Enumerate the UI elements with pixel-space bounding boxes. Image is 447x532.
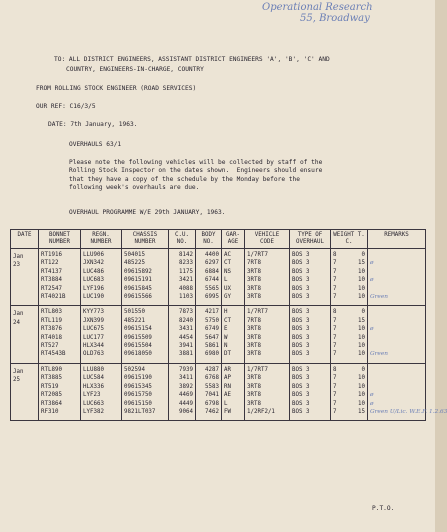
overhaul-type-value: BOS 3 [292,252,310,258]
garage-cell [222,249,245,306]
remarks-value: Green [370,351,388,358]
garage-value: DT [224,351,231,358]
cu-number-value: 3881 [179,351,193,358]
body-number-value: 6980 [205,351,219,358]
overhaul-type-value: BOS 3 [292,260,310,267]
chassis-number-value: 09615345 [124,383,152,390]
overhaul-type-value: BOS 3 [292,277,310,284]
remarks-value [370,285,423,293]
cu-number-cell [169,306,196,363]
weight-cwt: 10 [358,294,365,301]
date-value: 23 [13,262,20,269]
weight-cwt: 10 [358,268,365,275]
memo-body-line: following week's overhauls are due. [69,184,200,192]
table-row [11,249,426,306]
chassis-number-value: 09615150 [124,400,152,407]
overhaul-type-value: BOS 3 [292,343,310,350]
table-row [11,306,426,363]
weight-cell [331,363,368,420]
handwritten-line-2: 55, Broadway [300,13,370,24]
regn-number-value: LUC683 [83,277,104,284]
remarks-value: ø [370,277,374,284]
remarks-value [370,268,423,276]
vehicle-code-cell [245,306,290,363]
cu-number-value: 9064 [179,408,193,415]
header-body-no: BODY NO. [196,230,222,249]
vehicle-code-value: 3RT8 [247,294,261,301]
memo-to-continued: COUNTRY, ENGINEERS-IN-CHARGE, COUNTRY [66,66,204,73]
garage-cell [222,363,245,420]
chassis-number-value: 9821LT037 [124,408,156,415]
cu-number-value: 3941 [179,343,193,350]
body-number-cell [196,306,222,363]
chassis-number-value: 09618050 [124,351,152,358]
handwritten-note [262,2,373,24]
overhaul-type-value: BOS 3 [292,383,310,390]
weight-tons: 7 [333,351,337,358]
overhaul-type-cell [290,249,331,306]
regn-number-value: LLU906 [83,252,104,258]
regn-number-value: KYY773 [83,309,104,316]
weight-tons: 7 [333,268,337,275]
regn-number-value: LLU880 [83,366,104,373]
handwritten-line-1: Operational Research [262,2,373,13]
date-cell [11,249,39,306]
body-number-value: 5861 [205,343,219,350]
remarks-value: Green U/Lic. W.E.F. 1.2.63 [370,408,447,415]
bonnet-number-value: RT4137 [41,268,62,275]
remarks-value [370,342,423,350]
memo-to: TO: ALL DISTRICT ENGINEERS, ASSISTANT DISTRICT ENGINEERS 'A', 'B', 'C' AND [54,56,330,63]
vehicle-code-value: 3RT8 [247,326,261,333]
garage-value: NS [224,268,231,275]
table-row [11,363,426,420]
cu-number-value: 8142 [179,252,193,258]
memo-body-line: that they have a copy of the schedule by the Monday before the [69,175,300,183]
vehicle-code-value: 3RT8 [247,383,261,390]
regn-number-value: HLX344 [83,343,104,350]
header-cu-no: C.U. NO. [169,230,196,249]
memo-subject: OVERHAULS 63/1 [69,141,122,148]
chassis-number-value: 485221 [124,317,145,324]
body-number-value: 4400 [205,252,219,258]
weight-tons: 7 [333,383,337,390]
header-date: DATE [11,230,39,249]
remarks-value: ø [370,326,374,333]
cu-number-value: 8240 [179,317,193,324]
chassis-number-value: 09615154 [124,326,152,333]
garage-value: H [224,309,228,316]
regn-number-value: LYF196 [83,285,104,292]
garage-value: AE [224,392,231,399]
overhaul-type-value: BOS 3 [292,317,310,324]
date-value: 25 [13,377,20,384]
body-number-value: 6744 [205,277,219,284]
bonnet-number-value: RT519 [41,383,59,390]
regn-number-value: HLX336 [83,383,104,390]
weight-cwt: 10 [358,392,365,399]
weight-tons: 7 [333,285,337,292]
body-number-value: 6749 [205,326,219,333]
overhaul-type-value: BOS 3 [292,334,310,341]
bonnet-number-value: RT122 [41,260,59,267]
weight-cwt: 15 [358,408,365,415]
body-number-value: 6768 [205,375,219,382]
overhaul-programme-title: OVERHAUL PROGRAMME W/E 29th JANUARY, 1963. [69,209,226,216]
regn-number-value: OLD763 [83,351,104,358]
vehicle-code-cell [245,363,290,420]
chassis-number-value: 502594 [124,366,145,373]
weight-tons: 7 [333,294,337,301]
weight-cwt: 15 [358,317,365,324]
cu-number-value: 3411 [179,375,193,382]
garage-value: N [224,343,228,350]
weight-tons: 7 [333,343,337,350]
weight-tons: 7 [333,408,337,415]
cu-number-cell [169,363,196,420]
vehicle-code-value: 3RT8 [247,351,261,358]
remarks-value [370,383,423,391]
chassis-number-value: 09615892 [124,268,152,275]
weight-cwt: 10 [358,375,365,382]
header-chassis-number: CHASSIS NUMBER [122,230,169,249]
body-number-value: 7041 [205,392,219,399]
cu-number-value: 1175 [179,268,193,275]
body-number-value: 5583 [205,383,219,390]
vehicle-code-value: 1/2RF2/1 [247,408,275,415]
date-cell [11,306,39,363]
regn-number-value: LUC675 [83,326,104,333]
chassis-number-value: 09615845 [124,285,152,292]
date-value: 24 [13,319,20,326]
header-type-of-overhaul: TYPE OF OVERHAUL [290,230,331,249]
bonnet-number-cell [39,306,81,363]
weight-tons: 8 [333,252,337,258]
garage-value: E [224,326,228,333]
overhaul-type-value: BOS 3 [292,285,310,292]
cu-number-value: 3892 [179,383,193,390]
bonnet-number-cell [39,249,81,306]
memo-body-line: Rolling Stock Inspector on the dates shown. Engineers should ensure [69,167,323,175]
remarks-value: Green [370,294,388,301]
garage-value: FW [224,408,231,415]
remarks-value [370,366,423,374]
overhaul-type-value: BOS 3 [292,400,310,407]
remarks-value [370,317,423,325]
regn-number-value: JXN399 [83,317,104,324]
weight-tons: 7 [333,400,337,407]
bonnet-number-value: RT3884 [41,277,62,284]
remarks-value: ø [370,400,374,407]
weight-tons: 8 [333,366,337,373]
weight-tons: 7 [333,260,337,267]
weight-tons: 7 [333,317,337,324]
memo-reference: OUR REF: C16/3/5 [36,103,96,110]
body-number-cell [196,249,222,306]
body-number-value: 5647 [205,334,219,341]
remarks-value [370,251,423,259]
overhaul-schedule-table [10,229,447,421]
header-garage: GAR-AGE [222,230,245,249]
bonnet-number-value: RF310 [41,408,59,415]
chassis-number-value: 501550 [124,309,145,316]
body-number-value: 6995 [205,294,219,301]
bonnet-number-value: RT4543B [41,351,66,358]
cu-number-value: 4088 [179,285,193,292]
chassis-number-cell [122,363,169,420]
vehicle-code-value: 3RT8 [247,285,261,292]
regn-number-value: LUC663 [83,400,104,407]
cu-number-value: 1103 [179,294,193,301]
chassis-number-cell [122,249,169,306]
body-number-value: 7462 [205,408,219,415]
bonnet-number-value: RT2547 [41,285,62,292]
chassis-number-value: 09615750 [124,392,152,399]
bonnet-number-value: RT4018 [41,334,62,341]
weight-tons: 7 [333,277,337,284]
garage-value: W [224,334,228,341]
regn-number-cell [81,363,122,420]
overhaul-type-value: BOS 3 [292,294,310,301]
cu-number-value: 7873 [179,309,193,316]
weight-cell [331,306,368,363]
bonnet-number-value: RT4021B [41,294,66,301]
body-number-value: 4287 [205,366,219,373]
garage-value: AP [224,375,231,382]
weight-cwt: 0 [361,309,365,316]
cu-number-value: 4454 [179,334,193,341]
remarks-cell [368,249,426,306]
vehicle-code-value: 3RT8 [247,375,261,382]
footer-pto: P.T.O. [372,505,395,512]
weight-tons: 7 [333,375,337,382]
bonnet-number-value: RT3885 [41,375,62,382]
date-value: Jan [13,368,24,375]
chassis-number-value: 504015 [124,252,145,258]
bonnet-number-value: RT3876 [41,326,62,333]
vehicle-code-value: 3RT8 [247,277,261,284]
regn-number-value: LUC486 [83,268,104,275]
weight-tons: 8 [333,309,337,316]
garage-value: L [224,400,228,407]
weight-cwt: 10 [358,334,365,341]
vehicle-code-value: 3RT8 [247,268,261,275]
table-header-row [11,230,426,249]
vehicle-code-value: 3RT8 [247,334,261,341]
body-number-cell [196,363,222,420]
vehicle-code-value: 7RT8 [247,260,261,267]
body-number-value: 6798 [205,400,219,407]
garage-value: CT [224,260,231,267]
date-value: Jan [13,254,24,260]
cu-number-value: 7939 [179,366,193,373]
weight-cwt: 15 [358,260,365,267]
overhaul-type-value: BOS 3 [292,375,310,382]
weight-cwt: 10 [358,285,365,292]
regn-number-value: JXN342 [83,260,104,267]
weight-cwt: 10 [358,400,365,407]
remarks-cell [368,363,447,420]
weight-cwt: 0 [361,252,365,258]
remarks-value: ø [370,260,374,267]
memo-from: FROM ROLLING STOCK ENGINEER (ROAD SERVICES) [36,85,197,92]
bonnet-number-value: RTL890 [41,366,62,373]
weight-cwt: 0 [361,366,365,373]
regn-number-value: LYF382 [83,408,104,415]
weight-cwt: 10 [358,326,365,333]
overhaul-type-value: BOS 3 [292,408,310,415]
cu-number-value: 3431 [179,326,193,333]
regn-number-cell [81,249,122,306]
bonnet-number-cell [39,363,81,420]
cu-number-value: 8233 [179,260,193,267]
overhaul-type-value: BOS 3 [292,268,310,275]
header-regn-number: REGN. NUMBER [81,230,122,249]
remarks-value [370,334,423,342]
weight-cwt: 10 [358,351,365,358]
weight-tons: 7 [333,392,337,399]
body-number-value: 4217 [205,309,219,316]
garage-cell [222,306,245,363]
overhaul-type-value: BOS 3 [292,366,310,373]
vehicle-code-value: 3RT8 [247,392,261,399]
date-cell [11,363,39,420]
garage-value: L [224,277,228,284]
chassis-number-value: 09615190 [124,375,152,382]
garage-value: AC [224,252,231,258]
weight-tons: 7 [333,334,337,341]
chassis-number-value: 485225 [124,260,145,267]
bonnet-number-value: RT2085 [41,392,62,399]
garage-value: AR [224,366,231,373]
vehicle-code-value: 3RT8 [247,400,261,407]
date-value: Jan [13,311,24,318]
weight-cell [331,249,368,306]
cu-number-cell [169,249,196,306]
regn-number-cell [81,306,122,363]
header-vehicle-code: VEHICLE CODE [245,230,290,249]
overhaul-type-value: BOS 3 [292,392,310,399]
remarks-cell [368,306,426,363]
overhaul-type-value: BOS 3 [292,326,310,333]
vehicle-code-value: 1/7RT7 [247,309,268,316]
cu-number-value: 4449 [179,400,193,407]
body-number-value: 6297 [205,260,219,267]
remarks-value: ø [370,392,374,399]
garage-value: CT [224,317,231,324]
garage-value: UX [224,285,231,292]
vehicle-code-value: 1/7RT7 [247,366,268,373]
bonnet-number-value: RT3864 [41,400,62,407]
body-number-value: 5565 [205,285,219,292]
weight-cwt: 10 [358,383,365,390]
remarks-value [370,308,423,316]
regn-number-value: LUC190 [83,294,104,301]
header-remarks: REMARKS [368,230,426,249]
header-weight: WEIGHT T. C. [331,230,368,249]
header-bonnet-number: BONNET NUMBER [39,230,81,249]
remarks-value [370,374,423,382]
memo-body-line: Please note the following vehicles will be collected by staff of the [69,159,323,166]
weight-cwt: 10 [358,343,365,350]
regn-number-value: LUC584 [83,375,104,382]
body-number-value: 6884 [205,268,219,275]
overhaul-type-cell [290,363,331,420]
bonnet-number-value: RT1916 [41,252,62,258]
vehicle-code-cell [245,249,290,306]
chassis-number-cell [122,306,169,363]
weight-tons: 7 [333,326,337,333]
regn-number-value: LYF23 [83,392,101,399]
vehicle-code-value: 3RT8 [247,343,261,350]
chassis-number-value: 09615191 [124,277,152,284]
cu-number-value: 4469 [179,392,193,399]
chassis-number-value: 09615509 [124,334,152,341]
chassis-number-value: 09615566 [124,294,152,301]
chassis-number-value: 09615504 [124,343,152,350]
garage-value: RN [224,383,231,390]
overhaul-type-value: BOS 3 [292,351,310,358]
bonnet-number-value: RTL119 [41,317,62,324]
regn-number-value: LUC177 [83,334,104,341]
bonnet-number-value: RT527 [41,343,59,350]
body-number-value: 5750 [205,317,219,324]
cu-number-value: 3421 [179,277,193,284]
garage-value: GY [224,294,231,301]
overhaul-type-value: BOS 3 [292,309,310,316]
memo-date: DATE: 7th January, 1963. [48,121,138,128]
bonnet-number-value: RTL803 [41,309,62,316]
memo-body [69,159,322,192]
overhaul-type-cell [290,306,331,363]
weight-cwt: 10 [358,277,365,284]
vehicle-code-value: 1/7RT7 [247,252,268,258]
vehicle-code-value: 7RT8 [247,317,261,324]
